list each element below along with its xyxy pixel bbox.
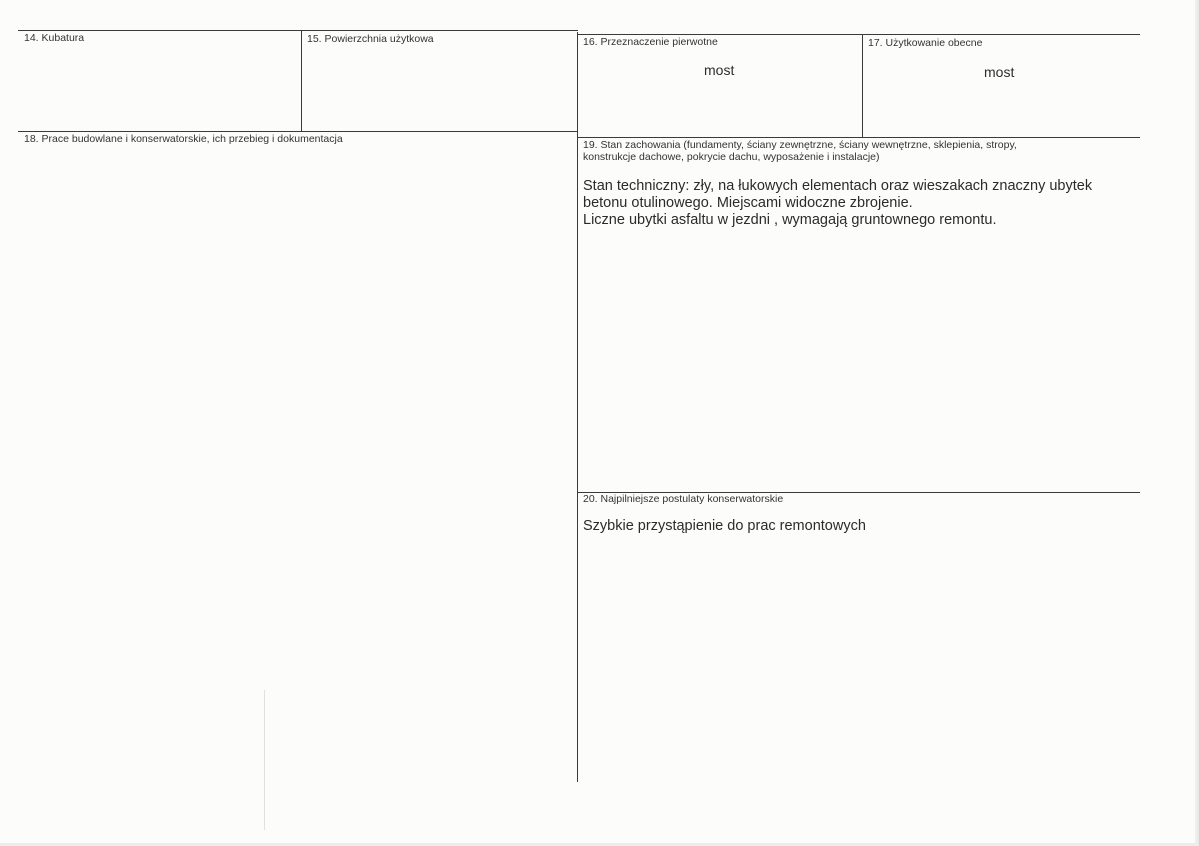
scan-artifact-line: [264, 690, 265, 830]
mid-rule-right: [578, 137, 1140, 138]
divider-14-15: [301, 30, 302, 131]
field-19-label: 19. Stan zachowania (fundamenty, ściany zewnętrzne, ściany wewnętrzne, sklepienia, stropy, konstrukcje dachowe, pokrycie dachu, wyposażenie i instalacje): [583, 139, 1017, 163]
field-17-value: most: [984, 64, 1015, 80]
field-19-line-1: Stan techniczny: zły, na łukowych elementach oraz wieszakach znaczny ubytek: [583, 178, 1093, 194]
field-15-label: 15. Powierzchnia użytkowa: [307, 33, 434, 45]
mid-rule-left: [18, 131, 578, 132]
field-14-label: 14. Kubatura: [24, 32, 85, 44]
field-18-label: 18. Prace budowlane i konserwatorskie, ich przebieg i dokumentacja: [24, 133, 343, 145]
field-17-label: 17. Użytkowanie obecne: [868, 37, 983, 49]
field-19-text: [583, 178, 1143, 229]
field-19-line-3: Liczne ubytki asfaltu w jezdni , wymagają gruntownego remontu.: [583, 212, 997, 228]
scan-edge-right: [1195, 0, 1199, 846]
field-16-value: most: [704, 62, 735, 78]
top-rule-right: [578, 34, 1140, 35]
field-20-label: 20. Najpilniejsze postulaty konserwatorskie: [583, 493, 784, 505]
top-rule-left: [18, 30, 578, 31]
field-16-label: 16. Przeznaczenie pierwotne: [583, 36, 718, 48]
divider-16-17: [862, 34, 863, 137]
field-19-line-2: betonu otulinowego. Miejscami widoczne zbrojenie.: [583, 195, 913, 211]
field-20-value: Szybkie przystąpienie do prac remontowych: [583, 518, 866, 534]
divider-15-16: [577, 32, 578, 782]
